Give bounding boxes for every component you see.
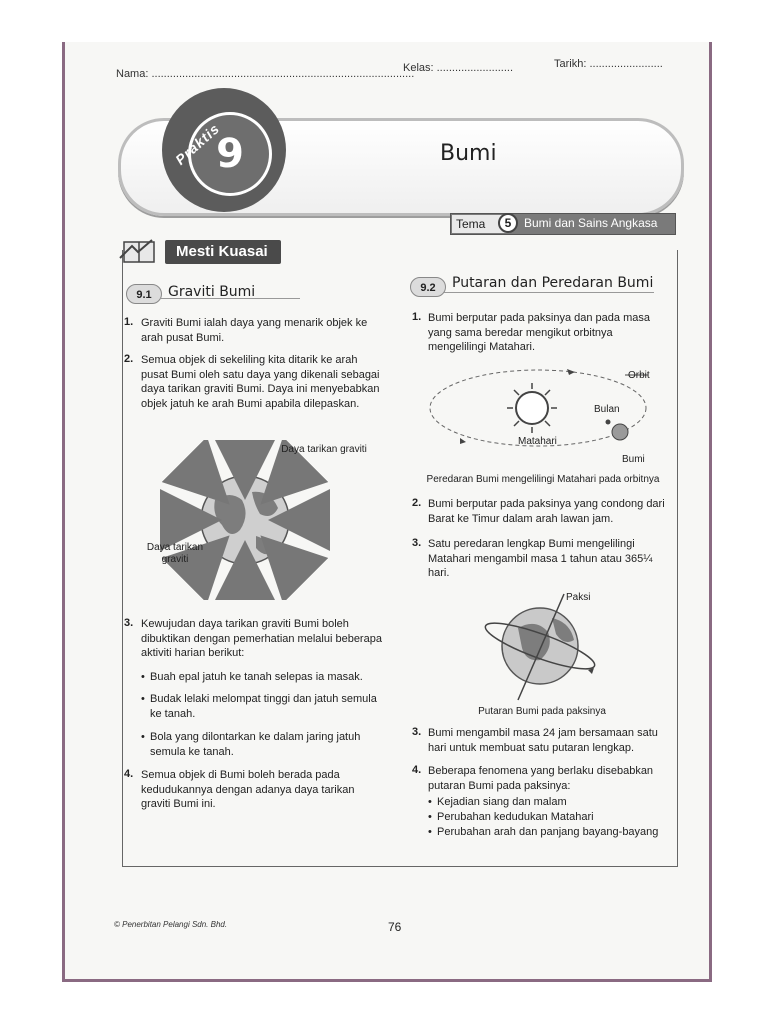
- s2-paragraph-3: Satu peredaran lengkap Bumi mengelilingi Matahari mengambil masa 1 tahun atau 365¼ hari.: [428, 538, 653, 579]
- list-number: 2.: [124, 353, 134, 365]
- s2-paragraph-1: Bumi berputar pada paksinya dan pada masa yang sama beredar mengikut orbitnya mengelilingi Matahari.: [428, 312, 650, 353]
- bullet: •: [428, 811, 432, 823]
- section-9-1-underline: [160, 298, 300, 299]
- label-paksi: Paksi: [566, 592, 591, 603]
- s1-bullet-3: Bola yang dilontarkan ke dalam jaring jatuh semula ke tanah.: [150, 731, 361, 758]
- section-9-2-title: Putaran dan Peredaran Bumi: [452, 275, 654, 291]
- section-9-2-underline: [444, 292, 654, 293]
- copyright: © Penerbitan Pelangi Sdn. Bhd.: [114, 920, 228, 929]
- praktis-number: 9: [216, 131, 244, 177]
- bullet: •: [141, 671, 145, 683]
- s2-paragraph-4: Bumi mengambil masa 24 jam bersamaan satu hari untuk membuat satu putaran lengkap.: [428, 727, 658, 754]
- s1-paragraph-3: Kewujudan daya tarikan graviti Bumi boleh dibuktikan dengan pemerhatian melalui beberapa aktiviti harian berikut:: [141, 618, 382, 659]
- label-gravity-top: Daya tarikan graviti: [281, 444, 367, 455]
- bullet: •: [428, 826, 432, 838]
- nama-field: Nama: ......................................................................................: [116, 68, 415, 80]
- kelas-field: Kelas: .........................: [403, 62, 514, 74]
- caption-rotation: Putaran Bumi pada paksinya: [478, 706, 606, 717]
- s2-bullet-1: Kejadian siang dan malam: [437, 796, 567, 808]
- label-bulan: Bulan: [594, 404, 620, 415]
- s1-bullet-1: Buah epal jatuh ke tanah selepas ia masak.: [150, 671, 363, 683]
- caption-orbit: Peredaran Bumi mengelilingi Matahari pada orbitnya: [426, 474, 660, 485]
- gravity-diagram: [160, 440, 330, 600]
- list-number: 1.: [124, 316, 134, 328]
- s2-paragraph-2: Bumi berputar pada paksinya yang condong dari Barat ke Timur dalam arah lawan jam.: [428, 498, 665, 525]
- s1-paragraph-1: Graviti Bumi ialah daya yang menarik objek ke arah pusat Bumi.: [141, 317, 368, 344]
- section-9-1-number: 9.1: [126, 284, 162, 304]
- s2-bullet-2: Perubahan kedudukan Matahari: [437, 811, 594, 823]
- label-matahari: Matahari: [518, 436, 557, 447]
- bullet: •: [141, 731, 145, 743]
- s2-bullet-3: Perubahan arah dan panjang bayang-bayang: [437, 826, 659, 838]
- mesti-kuasai-label: Mesti Kuasai: [176, 243, 268, 260]
- bullet: •: [428, 796, 432, 808]
- label-bumi: Bumi: [622, 454, 645, 465]
- list-number: 3.: [412, 726, 422, 738]
- list-number: 2.: [412, 497, 422, 509]
- rotation-diagram: [478, 588, 608, 708]
- bullet: •: [141, 693, 145, 705]
- page-title: Bumi: [440, 141, 497, 166]
- s1-bullet-2: Budak lelaki melompat tinggi dan jatuh semula ke tanah.: [150, 693, 377, 720]
- s1-paragraph-4: Semua objek di Bumi boleh berada pada kedudukannya dengan adanya daya tarikan graviti Bumi ini.: [141, 769, 355, 810]
- list-number: 3.: [124, 617, 134, 629]
- section-9-1-title: Graviti Bumi: [168, 284, 256, 300]
- list-number: 1.: [412, 311, 422, 323]
- section-9-2-number: 9.2: [410, 277, 446, 297]
- tema-topic: Bumi dan Sains Angkasa: [524, 216, 658, 230]
- label-gravity-left: Daya tarikan graviti: [146, 542, 204, 565]
- praktis-label: Praktis: [172, 120, 223, 168]
- list-number: 3.: [412, 537, 422, 549]
- list-number: 4.: [124, 768, 134, 780]
- s1-paragraph-2: Semua objek di sekeliling kita ditarik ke arah pusat Bumi oleh satu daya yang dikenali sebagai daya tarikan graviti Bumi. Daya ini menyebabkan objek jatuh ke arah Bumi apabila dilepaskan.: [141, 354, 380, 410]
- list-number: 4.: [412, 764, 422, 776]
- tema-label: Tema: [452, 215, 510, 233]
- s2-paragraph-5: Beberapa fenomena yang berlaku disebabkan putaran Bumi pada paksinya:: [428, 765, 654, 792]
- tarikh-field: Tarikh: ........................: [554, 58, 663, 70]
- label-orbit: Orbit: [628, 370, 650, 381]
- page-number: 76: [388, 920, 402, 934]
- book-icon: [118, 236, 162, 268]
- tema-number: 5: [498, 213, 518, 233]
